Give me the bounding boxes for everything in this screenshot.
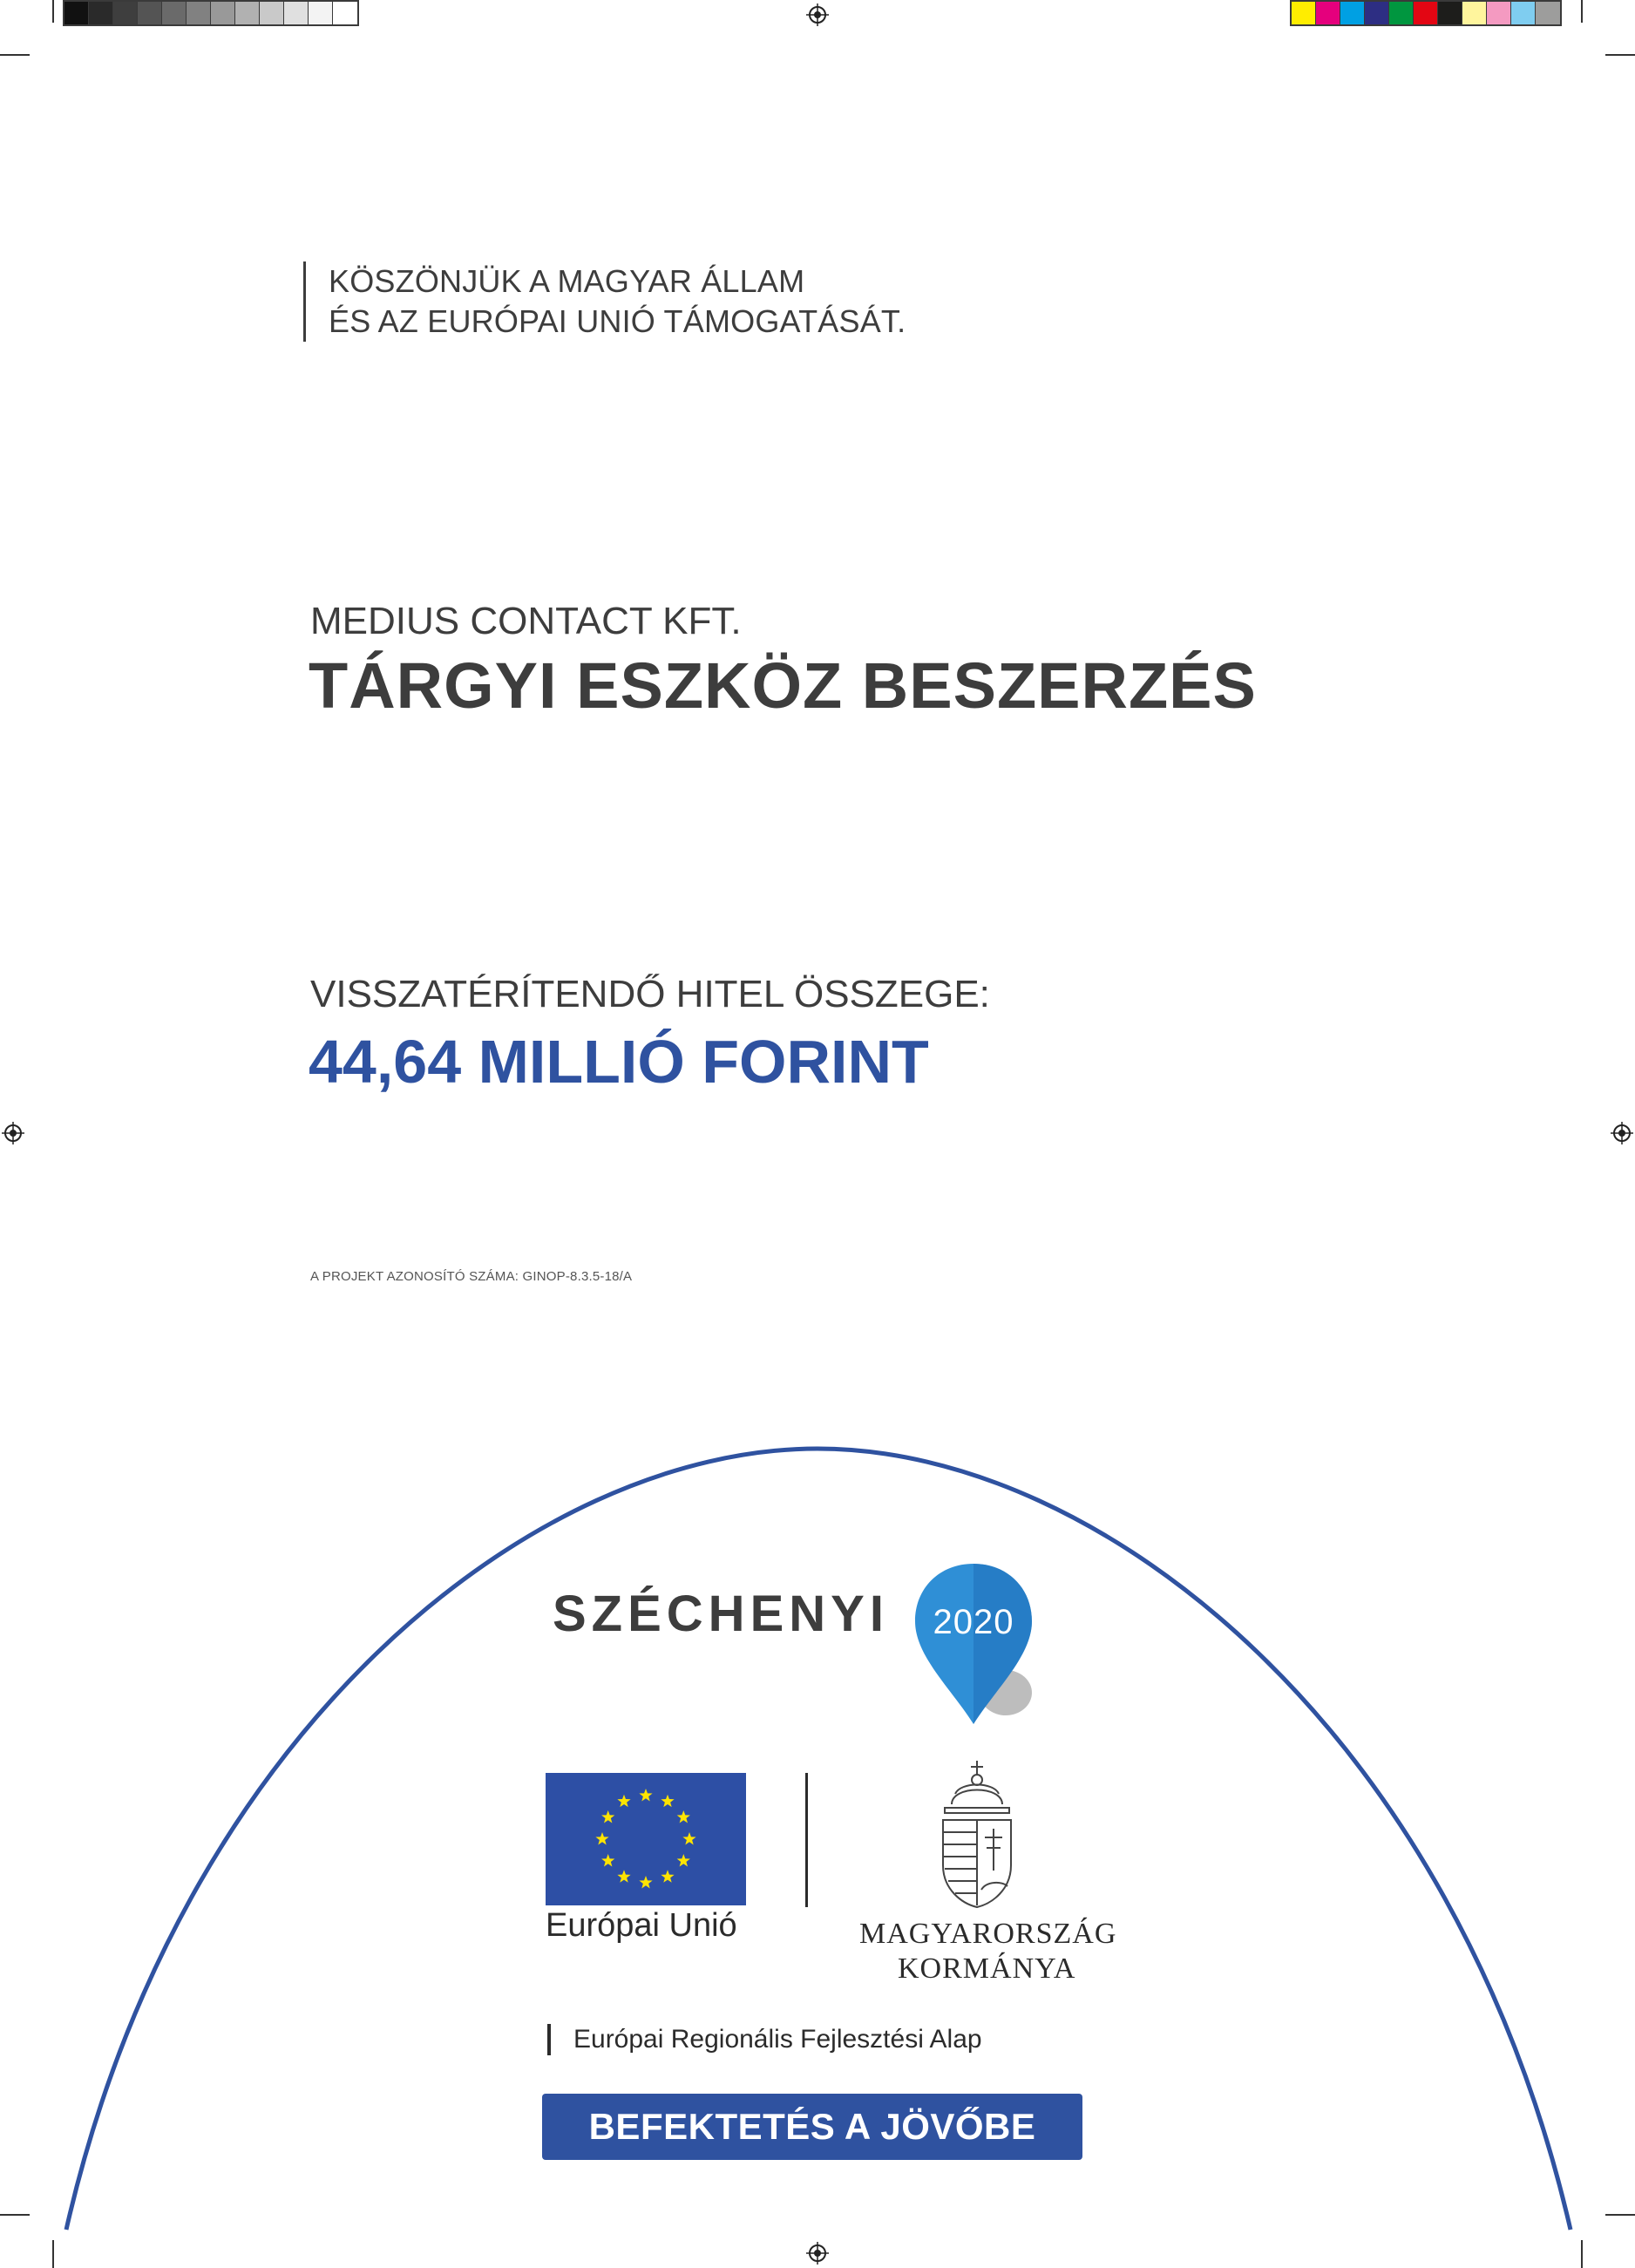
logo-divider [805,1773,808,1907]
coat-of-arms-icon [936,1759,1018,1909]
thanks-line-1: KÖSZÖNJÜK A MAGYAR ÁLLAM [329,263,805,299]
company-name: MEDIUS CONTACT KFT. [310,600,742,642]
government-line-2: KORMÁNYA [898,1952,1076,1985]
fund-name: Európai Regionális Fejlesztési Alap [547,2024,982,2055]
slogan-banner: BEFEKTETÉS A JÖVŐBE [542,2094,1082,2160]
loan-amount: 44,64 MILLIÓ FORINT [309,1028,929,1096]
eu-label: Európai Unió [546,1907,737,1944]
szechenyi-wordmark: SZÉCHENYI [553,1586,889,1642]
project-title: TÁRGYI ESZKÖZ BESZERZÉS [309,649,1257,722]
eu-flag-icon [546,1773,746,1905]
thanks-line-2: ÉS AZ EURÓPAI UNIÓ TÁMOGATÁSÁT. [329,303,906,339]
loan-label: VISSZATÉRÍTENDŐ HITEL ÖSSZEGE: [310,973,990,1015]
government-line-1: MAGYARORSZÁG [859,1918,1117,1950]
project-id: A PROJEKT AZONOSÍTÓ SZÁMA: GINOP-8.3.5-18/A [310,1269,633,1284]
location-pin-icon [910,1558,1037,1728]
szechenyi-year: 2020 [933,1603,1014,1641]
